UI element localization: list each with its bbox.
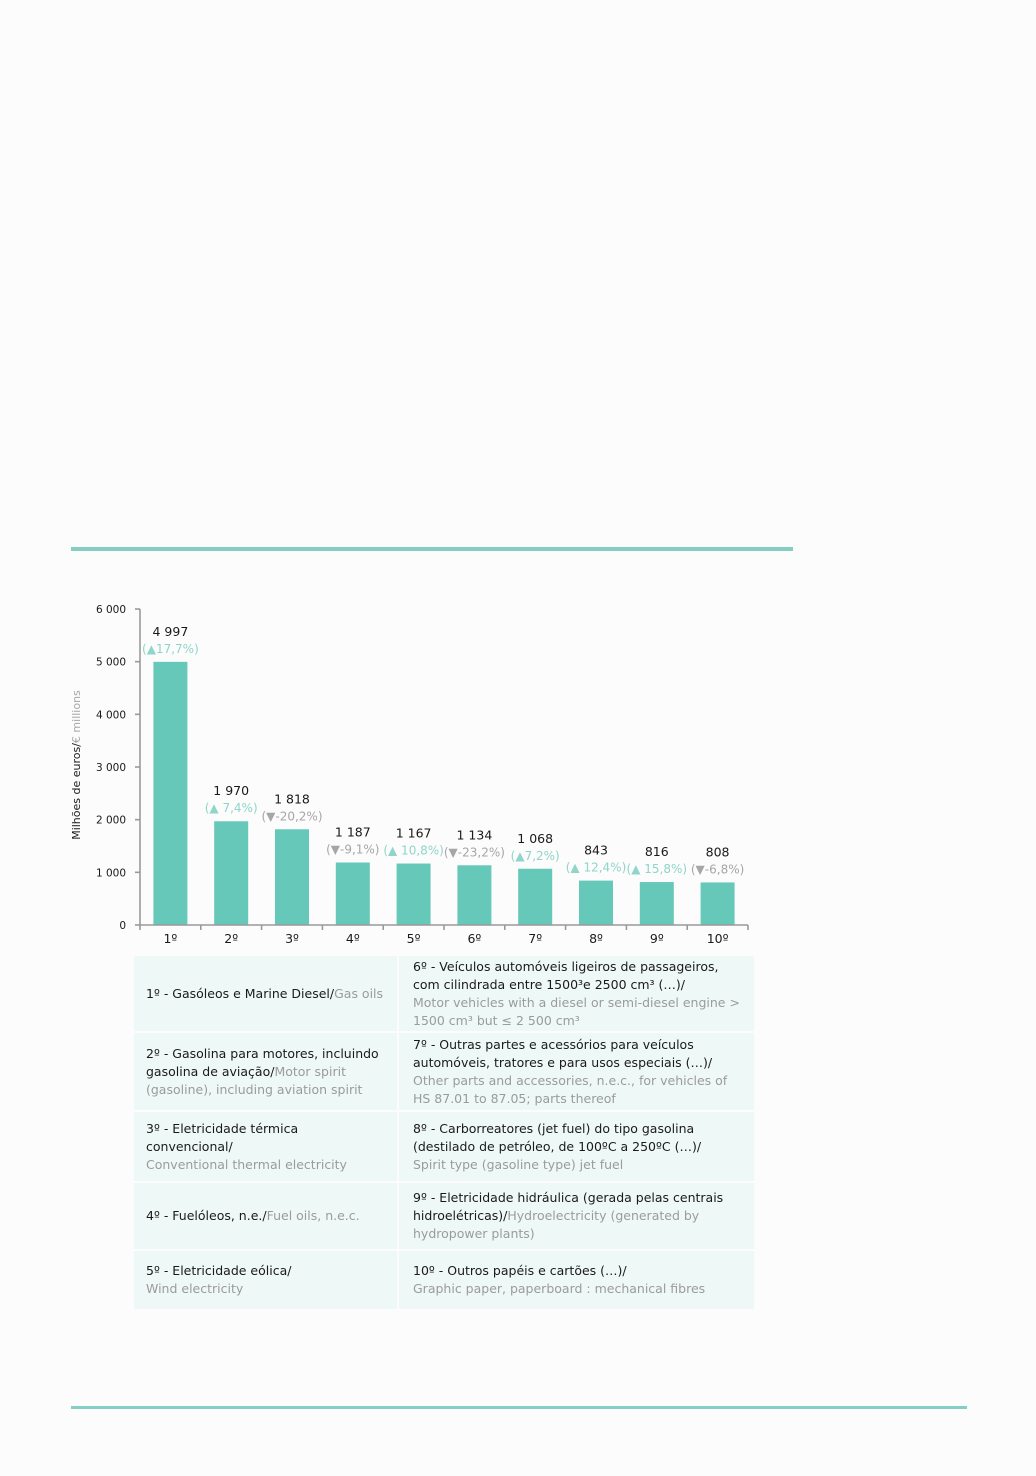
legend-item-5-en: Wind electricity bbox=[146, 1281, 244, 1296]
y-tick-label: 0 bbox=[119, 920, 126, 932]
value-label: 1 134 bbox=[456, 827, 493, 843]
legend-item-8 bbox=[399, 1112, 754, 1181]
bar-1 bbox=[153, 662, 187, 925]
legend-item-10-pt: 10º - Outros papéis e cartões (…)/ bbox=[413, 1263, 627, 1278]
bar-chart bbox=[60, 595, 760, 955]
x-tick-label: 8º bbox=[589, 931, 603, 946]
x-tick-label: 4º bbox=[345, 931, 360, 946]
legend-item-9-pt: 9º - Eletricidade hidráulica (gerada pelas centrais hidroelétricas)/ bbox=[413, 1190, 724, 1223]
bottom-divider bbox=[71, 1406, 967, 1409]
value-label: 1 167 bbox=[395, 825, 432, 841]
x-tick-label: 7º bbox=[528, 931, 543, 946]
value-label: 808 bbox=[705, 844, 730, 860]
legend-item-6 bbox=[399, 956, 754, 1031]
legend-item-7 bbox=[399, 1033, 754, 1110]
legend-item-1 bbox=[134, 956, 399, 1031]
y-tick-label: 3 000 bbox=[95, 762, 126, 774]
legend-item-1-pt: 1º - Gasóleos e Marine Diesel/ bbox=[146, 985, 335, 1001]
x-tick-label: 5º bbox=[406, 931, 421, 946]
y-axis-label bbox=[70, 690, 83, 840]
legend-item-3 bbox=[134, 1112, 399, 1181]
change-label: (▲ 12,4%) bbox=[565, 860, 627, 875]
y-tick-label: 4 000 bbox=[95, 709, 126, 722]
change-label: (▼-6,8%) bbox=[690, 862, 745, 877]
legend-item-6-en: Motor vehicles with a diesel or semi-diesel engine > 1500 cm³ but ≤ 2 500 cm³ bbox=[413, 994, 740, 1028]
legend-item-8-pt: 8º - Carborreatores (jet fuel) do tipo gasolina (destilado de petróleo, de 100ºC a 250ºC (…)/ bbox=[413, 1120, 702, 1154]
legend-item-7-pt: 7º - Outras partes e acessórios para veículos automóveis, tratores e para usos especiais (…)/ bbox=[413, 1036, 713, 1070]
legend-item-3-pt: 3º - Eletricidade térmica convencional/ bbox=[146, 1120, 299, 1154]
bar-10 bbox=[701, 882, 735, 925]
bar-9 bbox=[640, 882, 674, 925]
legend-item-9 bbox=[399, 1183, 754, 1249]
change-label: (▼-20,2%) bbox=[261, 809, 323, 824]
bar-4 bbox=[336, 862, 370, 925]
x-tick-label: 6º bbox=[467, 931, 482, 946]
y-tick-label: 1 000 bbox=[95, 867, 126, 880]
value-label: 843 bbox=[584, 842, 608, 858]
value-label: 4 997 bbox=[152, 623, 189, 639]
legend-item-5-pt: 5º - Eletricidade eólica/ bbox=[146, 1263, 292, 1278]
legend-item-3-en: Conventional thermal electricity bbox=[146, 1156, 347, 1172]
x-tick-label: 3º bbox=[285, 931, 299, 946]
legend-item-10 bbox=[399, 1251, 754, 1309]
legend-item-6-pt: 6º - Veículos automóveis ligeiros de passageiros, com cilindrada entre 1500³e 2500 cm³ (…)/ bbox=[413, 958, 719, 992]
change-label: (▲ 15,8%) bbox=[626, 862, 688, 877]
y-tick-label: 5 000 bbox=[95, 656, 126, 669]
legend-item-1-en: Gas oils bbox=[334, 985, 384, 1001]
value-label: 1 970 bbox=[213, 783, 250, 799]
bar-6 bbox=[457, 865, 491, 925]
x-tick-label: 1º bbox=[163, 931, 178, 946]
legend-item-2 bbox=[134, 1033, 399, 1110]
legend-item-2-en: Motor spirit (gasoline), including aviation spirit bbox=[146, 1063, 363, 1097]
value-label: 1 818 bbox=[274, 791, 310, 807]
legend-item-9-en: Hydroelectricity (generated by hydropower plants) bbox=[413, 1208, 700, 1241]
legend-item-8-en: Spirit type (gasoline type) jet fuel bbox=[413, 1156, 624, 1172]
change-label: (▲ 7,4%) bbox=[204, 801, 258, 816]
change-label: (▼-9,1%) bbox=[326, 842, 380, 857]
y-axis-label-en: € millions bbox=[70, 690, 83, 744]
legend-item-10-en: Graphic paper, paperboard : mechanical fibres bbox=[413, 1281, 706, 1296]
bar-8 bbox=[579, 881, 613, 925]
change-label: (▲17,7%) bbox=[142, 641, 199, 656]
value-label: 816 bbox=[644, 844, 669, 860]
change-label: (▼-23,2%) bbox=[443, 845, 505, 860]
x-tick-label: 9º bbox=[649, 931, 664, 946]
legend-item-7-en: Other parts and accessories, n.e.c., for vehicles of HS 87.01 to 87.05; parts thereof bbox=[413, 1072, 728, 1106]
legend-item-2-pt: 2º - Gasolina para motores, incluindo gasolina de aviação/ bbox=[146, 1045, 379, 1079]
bar-3 bbox=[275, 829, 309, 925]
bar-2 bbox=[214, 821, 248, 925]
legend-item-4 bbox=[134, 1183, 399, 1249]
bar-5 bbox=[397, 864, 431, 925]
legend-item-4-pt: 4º - Fuelóleos, n.e./ bbox=[146, 1208, 267, 1223]
legend-table bbox=[134, 956, 754, 1309]
legend-item-5 bbox=[134, 1251, 399, 1309]
x-tick-label: 2º bbox=[224, 931, 239, 946]
x-tick-label: 10º bbox=[706, 931, 729, 946]
value-label: 1 068 bbox=[517, 830, 554, 846]
legend-item-4-en: Fuel oils, n.e.c. bbox=[266, 1208, 360, 1223]
change-label: (▲7,2%) bbox=[510, 848, 560, 863]
change-label: (▲ 10,8%) bbox=[383, 843, 444, 858]
y-tick-label: 6 000 bbox=[95, 604, 126, 616]
top-divider bbox=[71, 547, 793, 551]
bar-7 bbox=[518, 869, 552, 925]
y-tick-label: 2 000 bbox=[95, 814, 126, 827]
y-axis-label-pt: Milhões de euros/ bbox=[70, 743, 83, 840]
value-label: 1 187 bbox=[334, 824, 371, 840]
